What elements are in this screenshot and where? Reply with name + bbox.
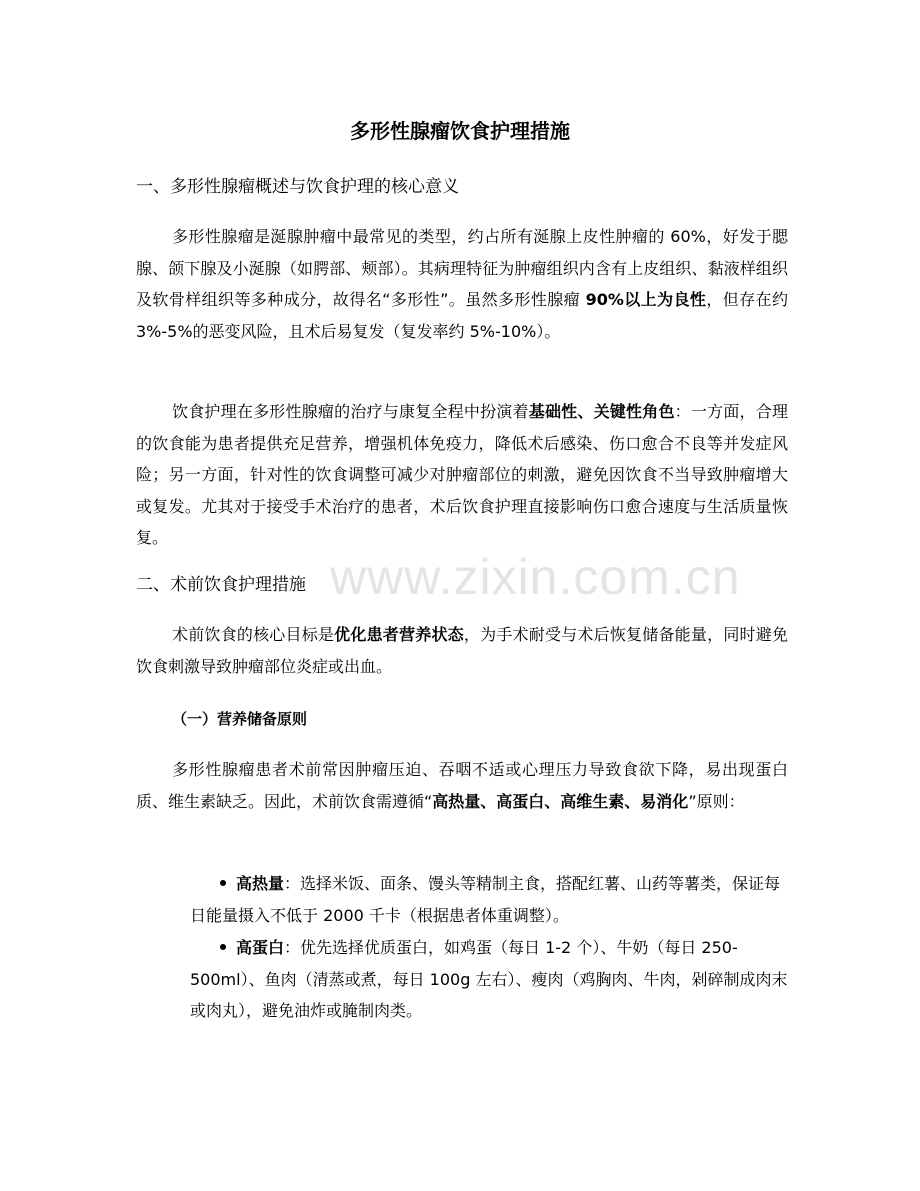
text-run: 术前饮食的核心目标是 [172,625,335,644]
list-item-text: ：选择米饭、面条、馒头等精制主食，搭配红薯、山药等薯类，保证每日能量摄入不低于 2000 千卡（根据患者体重调整）。 [190,874,781,925]
text-run: 多形性腺瘤患者术前常因肿瘤压迫、吞咽不适或心理压力导致食欲下降，易出现蛋白质、维生素缺乏。因此，术前饮食需遵循“ [136,760,788,811]
list-item-high-protein [190,932,790,1027]
bullet-icon [220,880,226,886]
bold-text-run: 基础性、关键性角色 [528,402,675,421]
text-run: ”原则： [688,791,745,811]
paragraph-nutrition-1 [136,754,788,817]
section-heading-overview: 一、多形性腺瘤概述与饮食护理的核心意义 [136,177,459,197]
sub-heading-nutrition: （一）营养储备原则 [172,710,308,728]
text-run: ，但存在约 3%-5%的恶变风险，且术后易复发（复发率约 5%-10%）。 [136,290,788,341]
list-item-high-calorie [190,868,790,931]
paragraph-overview-2 [136,396,788,554]
paragraph-overview-1 [136,221,788,347]
bold-text-run: 高热量、高蛋白、高维生素、易消化 [432,791,689,811]
text-run: 饮食护理在多形性腺瘤的治疗与康复全程中扮演着 [172,402,529,421]
section-heading-preop: 二、术前饮食护理措施 [136,575,306,595]
bold-text-run: 优化患者营养状态 [334,625,464,644]
bullet-icon [220,944,226,950]
list-item-label: 高热量 [236,874,285,893]
text-run: 多形性腺瘤是涎腺肿瘤中最常见的类型，约占所有涎腺上皮性肿瘤的 60%，好发于腮腺、颌下腺及小涎腺（如腭部、颊部）。其病理特征为肿瘤组织内含有上皮组织、黏液样组织及软骨样组织等多种成分，故得名“多形性”。虽然多形性腺瘤 [136,227,788,309]
bold-text-run: 90%以上为良性 [585,290,707,309]
list-item-label: 高蛋白 [236,938,285,957]
page-title: 多形性腺瘤饮食护理措施 [350,119,570,143]
watermark: www.zixin.com.cn [330,549,741,605]
text-run: ，为手术耐受与术后恢复储备能量，同时避免饮食刺激导致肿瘤部位炎症或出血。 [136,625,788,676]
paragraph-preop-1 [136,619,788,682]
text-run: ：一方面，合理的饮食能为患者提供充足营养，增强机体免疫力，降低术后感染、伤口愈合不良等并发症风险；另一方面，针对性的饮食调整可减少对肿瘤部位的刺激，避免因饮食不当导致肿瘤增大或复发。尤其对于接受手术治疗的患者，术后饮食护理直接影响伤口愈合速度与生活质量恢复。 [136,402,788,547]
list-item-text: ：优先选择优质蛋白，如鸡蛋（每日 1-2 个）、牛奶（每日 250-500ml）、鱼肉（清蒸或煮，每日 100g 左右）、瘦肉（鸡胸肉、牛肉，剁碎制成肉末或肉丸），避免油炸或腌制肉类。 [190,938,788,1020]
